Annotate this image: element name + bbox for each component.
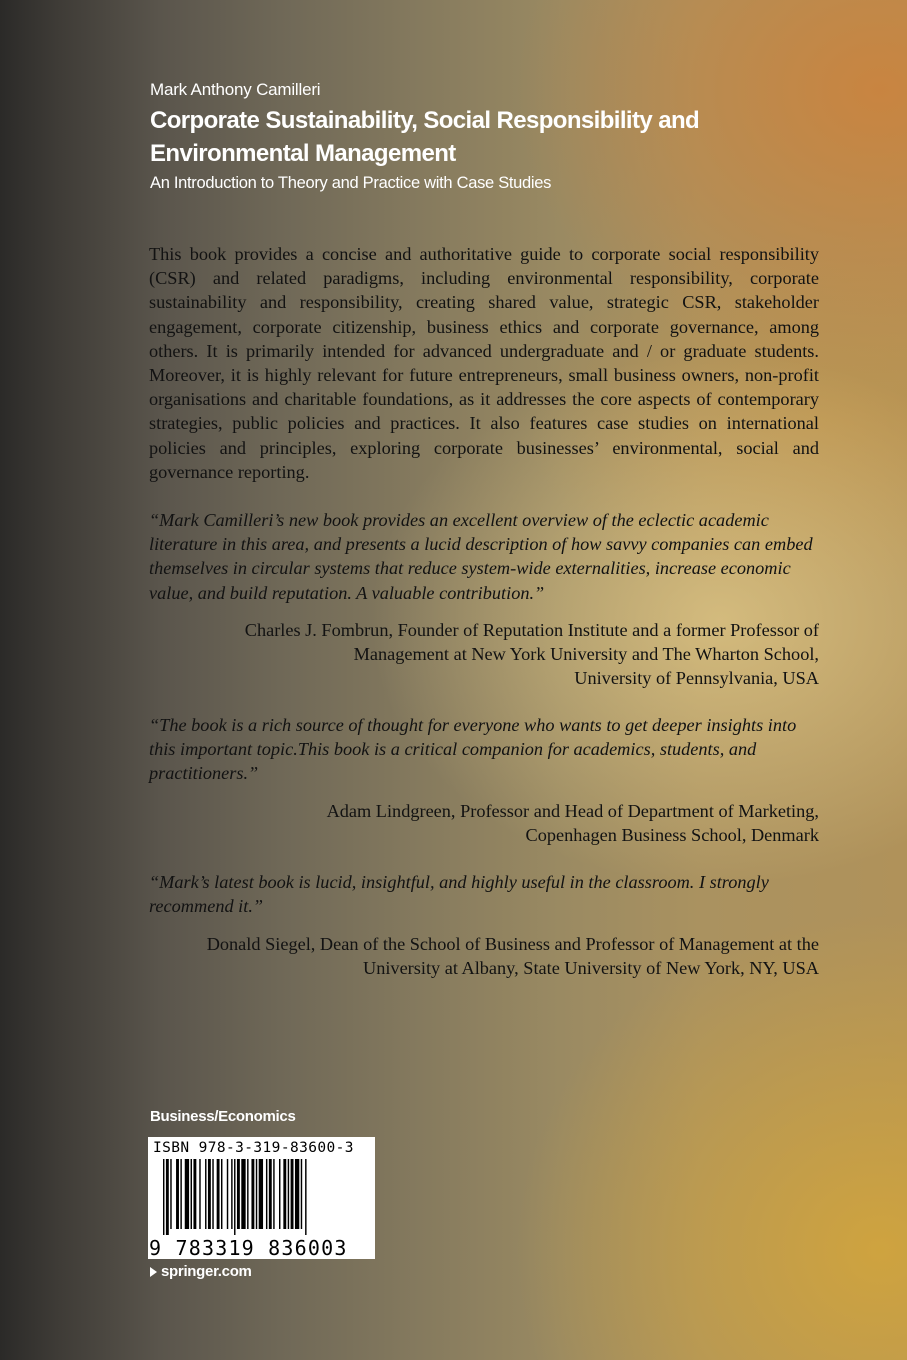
endorsement-quote-3: “Mark’s latest book is lucid, insightful, and highly useful in the classroom. I strongly recommend it.” <box>149 872 769 917</box>
attribution-line: Management at New York University and The Wharton School, <box>353 644 819 665</box>
endorsement-attribution-2 <box>140 799 819 847</box>
endorsement-attribution-1 <box>140 618 819 691</box>
endorsement-quote-2: “The book is a rich source of thought for everyone who wants to get deeper insights into this important topic.This book is a critical companion for academics, students, and practitioners.” <box>149 715 797 784</box>
publisher-link[interactable] <box>150 1263 252 1280</box>
attribution-line: Copenhagen Business School, Denmark <box>525 825 819 846</box>
endorsement-attribution-3 <box>140 932 819 980</box>
ean-digits: 9 783319 836003 <box>149 1236 348 1260</box>
endorsement-quote-1: “Mark Camilleri’s new book provides an excellent overview of the eclectic academic literature in this area, and presents a lucid description of how savvy companies can embed themselves in circular systems that reduce system-wide externalities, increase economic value, and build reputation. A valuable contribution.” <box>149 510 813 603</box>
author-name: Mark Anthony Camilleri <box>150 80 321 99</box>
book-title: Corporate Sustainability, Social Responsibility and Environmental Management <box>150 107 700 167</box>
arrow-right-icon <box>150 1267 157 1277</box>
attribution-line: Adam Lindgreen, Professor and Head of Department of Marketing, <box>326 801 819 821</box>
barcode-icon <box>163 1159 363 1235</box>
category-label: Business/Economics <box>150 1108 296 1125</box>
isbn-label: ISBN 978-3-319-83600-3 <box>153 1140 354 1156</box>
attribution-line: Charles J. Fombrun, Founder of Reputation Institute and a former Professor of <box>244 620 819 640</box>
attribution-line: University at Albany, State University of New York, NY, USA <box>363 958 819 979</box>
attribution-line: University of Pennsylvania, USA <box>574 668 819 689</box>
publisher-url: springer.com <box>161 1263 252 1280</box>
book-subtitle: An Introduction to Theory and Practice with Case Studies <box>150 174 552 192</box>
attribution-line: Donald Siegel, Dean of the School of Business and Professor of Management at the <box>206 934 819 954</box>
book-description: This book provides a concise and authoritative guide to corporate social responsibility (CSR) and related paradigms, including environmental responsibility, corporate sustainability and responsibility, creating shared value, strategic CSR, stakeholder engagement, corporate citizenship, business ethics and corporate governance, among others. It is primarily intended for advanced undergraduate and / or graduate students. Moreover, it is highly relevant for future entrepreneurs, small business owners, non-profit organisations and charitable foundations, as it addresses the core aspects of contemporary strategies, public policies and practices. It also features case studies on international policies and principles, exploring corporate businesses’ environmental, social and governance reporting. <box>149 244 819 482</box>
